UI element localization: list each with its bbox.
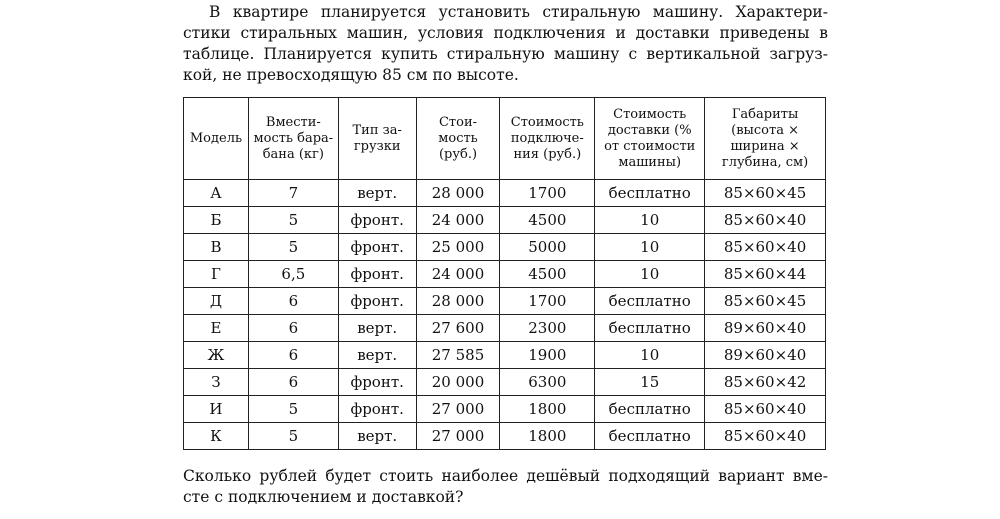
table-header-row: [184, 98, 826, 180]
intro-line: кой, не превосходящую 85 см по высоте.: [183, 66, 519, 84]
cell-capacity: 6,5: [248, 261, 338, 288]
header-line: Модель: [189, 130, 243, 146]
header-line: от стоимости: [604, 138, 696, 154]
cell-dimensions: 85×60×40: [705, 396, 826, 423]
cell-connection-cost: 1900: [500, 342, 595, 369]
table-row: [184, 369, 826, 396]
header-line: (руб.): [438, 146, 478, 162]
cell-price: 24 000: [416, 207, 500, 234]
header-line: глубина, см): [721, 154, 809, 170]
cell-load-type: фронт.: [338, 369, 416, 396]
cell-dimensions: 85×60×45: [705, 180, 826, 207]
cell-model: К: [184, 423, 249, 450]
question-line: сте с подключением и доставкой?: [183, 488, 464, 506]
cell-delivery-cost: 10: [595, 207, 705, 234]
cell-dimensions: 85×60×45: [705, 288, 826, 315]
cell-load-type: фронт.: [338, 207, 416, 234]
cell-load-type: верт.: [338, 315, 416, 342]
table-row: [184, 396, 826, 423]
cell-price: 28 000: [416, 180, 500, 207]
cell-model: З: [184, 369, 249, 396]
cell-price: 27 585: [416, 342, 500, 369]
cell-delivery-cost: 10: [595, 342, 705, 369]
cell-model: Д: [184, 288, 249, 315]
cell-delivery-cost: 10: [595, 234, 705, 261]
header-line: машины): [618, 154, 682, 170]
washing-machines-table: [183, 97, 826, 450]
cell-capacity: 6: [248, 342, 338, 369]
header-line: Тип за-: [352, 122, 402, 138]
cell-price: 27 600: [416, 315, 500, 342]
cell-model: В: [184, 234, 249, 261]
cell-connection-cost: 1700: [500, 180, 595, 207]
cell-connection-cost: 2300: [500, 315, 595, 342]
document-page: [183, 0, 828, 506]
header-line: Стоимость: [613, 106, 687, 122]
cell-connection-cost: 6300: [500, 369, 595, 396]
cell-load-type: верт.: [338, 180, 416, 207]
cell-connection-cost: 1700: [500, 288, 595, 315]
cell-model: Г: [184, 261, 249, 288]
cell-delivery-cost: бесплатно: [595, 315, 705, 342]
cell-dimensions: 85×60×40: [705, 207, 826, 234]
cell-connection-cost: 5000: [500, 234, 595, 261]
cell-delivery-cost: бесплатно: [595, 423, 705, 450]
header-line: подключе-: [510, 130, 584, 146]
header-price: [416, 98, 500, 180]
header-line: Вмести-: [265, 114, 321, 130]
cell-capacity: 7: [248, 180, 338, 207]
cell-price: 28 000: [416, 288, 500, 315]
cell-load-type: верт.: [338, 423, 416, 450]
cell-dimensions: 89×60×40: [705, 342, 826, 369]
intro-line: стики стиральных машин, условия подключения и доставки приведены в: [183, 24, 828, 42]
cell-capacity: 6: [248, 369, 338, 396]
header-line: Стои-: [438, 114, 478, 130]
table-row: [184, 261, 826, 288]
cell-model: Ж: [184, 342, 249, 369]
cell-capacity: 5: [248, 234, 338, 261]
header-line: грузки: [353, 138, 401, 154]
cell-load-type: фронт.: [338, 234, 416, 261]
cell-delivery-cost: 15: [595, 369, 705, 396]
cell-load-type: фронт.: [338, 396, 416, 423]
table-row: [184, 423, 826, 450]
table-row: [184, 315, 826, 342]
table-row: [184, 342, 826, 369]
cell-dimensions: 89×60×40: [705, 315, 826, 342]
cell-model: Б: [184, 207, 249, 234]
header-delivery-cost: [595, 98, 705, 180]
cell-dimensions: 85×60×42: [705, 369, 826, 396]
intro-line: В квартире планируется установить стиральную машину. Характери-: [209, 3, 828, 21]
table-row: [184, 207, 826, 234]
header-line: Габариты: [731, 106, 799, 122]
header-line: доставки (%: [607, 122, 692, 138]
cell-capacity: 6: [248, 315, 338, 342]
cell-delivery-cost: бесплатно: [595, 288, 705, 315]
cell-dimensions: 85×60×44: [705, 261, 826, 288]
question-paragraph: [183, 466, 828, 508]
cell-dimensions: 85×60×40: [705, 423, 826, 450]
header-model: [184, 98, 249, 180]
header-line: бана (кг): [262, 146, 324, 162]
cell-capacity: 5: [248, 396, 338, 423]
cell-price: 27 000: [416, 423, 500, 450]
header-line: мость бара-: [253, 130, 334, 146]
header-line: ширина ×: [730, 138, 800, 154]
cell-delivery-cost: бесплатно: [595, 180, 705, 207]
header-dimensions: [705, 98, 826, 180]
cell-dimensions: 85×60×40: [705, 234, 826, 261]
cell-delivery-cost: бесплатно: [595, 396, 705, 423]
header-connection-cost: [500, 98, 595, 180]
header-line: Стоимость: [510, 114, 584, 130]
cell-model: И: [184, 396, 249, 423]
intro-paragraph: [183, 2, 828, 86]
cell-price: 24 000: [416, 261, 500, 288]
table-row: [184, 288, 826, 315]
cell-connection-cost: 4500: [500, 207, 595, 234]
cell-model: А: [184, 180, 249, 207]
cell-connection-cost: 1800: [500, 396, 595, 423]
cell-capacity: 5: [248, 423, 338, 450]
header-capacity: [248, 98, 338, 180]
table-row: [184, 234, 826, 261]
header-line: мость: [438, 130, 478, 146]
intro-line: таблице. Планируется купить стиральную машину с вертикальной загруз-: [183, 45, 828, 63]
cell-capacity: 5: [248, 207, 338, 234]
cell-load-type: фронт.: [338, 288, 416, 315]
table-row: [184, 180, 826, 207]
header-line: (высота ×: [731, 122, 799, 138]
cell-price: 25 000: [416, 234, 500, 261]
cell-model: Е: [184, 315, 249, 342]
cell-connection-cost: 4500: [500, 261, 595, 288]
cell-connection-cost: 1800: [500, 423, 595, 450]
cell-load-type: верт.: [338, 342, 416, 369]
header-load-type: [338, 98, 416, 180]
cell-price: 27 000: [416, 396, 500, 423]
cell-load-type: фронт.: [338, 261, 416, 288]
header-line: ния (руб.): [513, 146, 582, 162]
cell-capacity: 6: [248, 288, 338, 315]
cell-delivery-cost: 10: [595, 261, 705, 288]
cell-price: 20 000: [416, 369, 500, 396]
question-line: Сколько рублей будет стоить наиболее дешёвый подходящий вариант вме-: [183, 467, 828, 485]
